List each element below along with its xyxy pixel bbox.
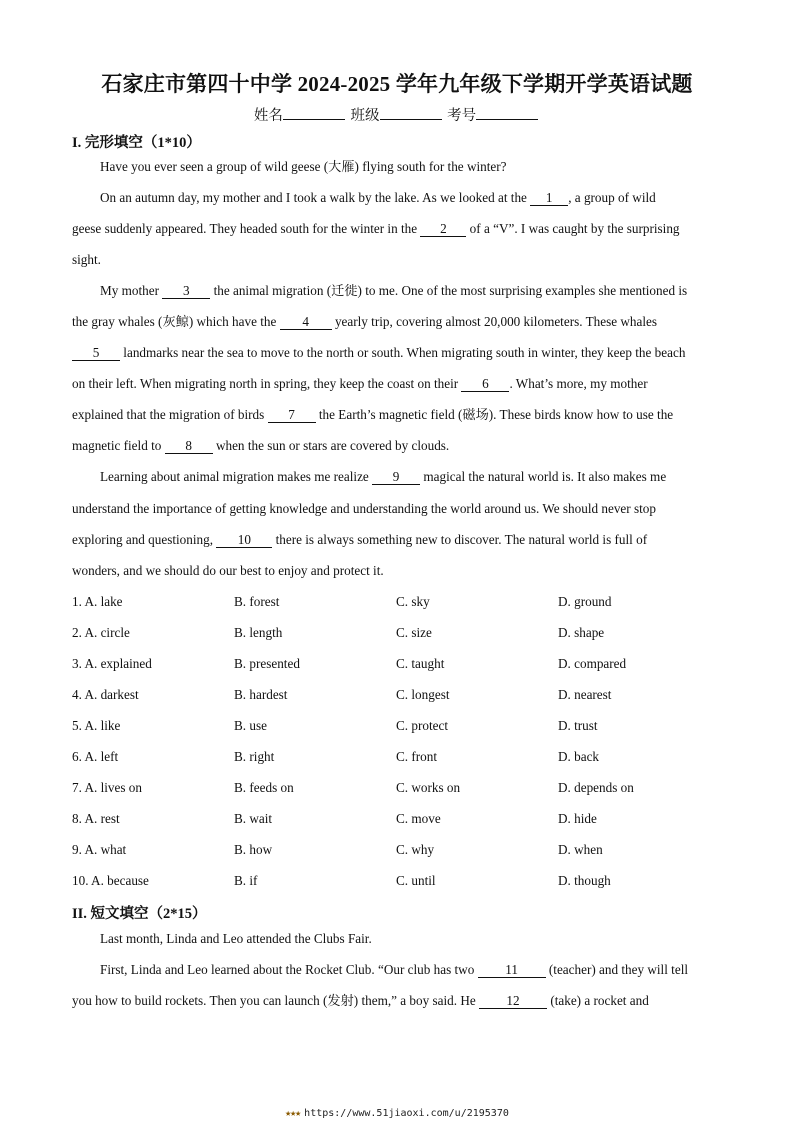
section-1-heading: I. 完形填空（1*10） bbox=[72, 135, 201, 151]
option-b[interactable]: B. feeds on bbox=[234, 780, 294, 795]
blank-2[interactable]: 2 bbox=[420, 222, 466, 237]
text: the Earth’s magnetic field (磁场). These birds know how to use the bbox=[315, 407, 674, 422]
text: understand the importance of getting knowledge and understanding the world around us. We should never stop bbox=[72, 501, 656, 516]
text: (teacher) and they will tell bbox=[545, 962, 689, 977]
option-b[interactable]: B. how bbox=[234, 842, 273, 857]
blank-7[interactable]: 7 bbox=[268, 408, 316, 423]
paragraph-line bbox=[72, 406, 722, 424]
options-row-10 bbox=[72, 873, 732, 891]
name-blank[interactable] bbox=[283, 107, 345, 120]
options-row-1 bbox=[72, 594, 732, 612]
blank-11[interactable]: 11 bbox=[478, 963, 546, 978]
paragraph-line bbox=[100, 282, 750, 300]
blank-5[interactable]: 5 bbox=[72, 346, 120, 361]
text: landmarks near the sea to move to the north or south. When migrating south in winter, they keep the beach bbox=[120, 345, 686, 360]
student-info-line bbox=[0, 104, 794, 125]
option-a[interactable]: 10. A. because bbox=[72, 873, 149, 888]
blank-1[interactable]: 1 bbox=[530, 191, 568, 206]
option-d[interactable]: D. nearest bbox=[558, 687, 612, 702]
class-label: 班级 bbox=[350, 108, 380, 124]
options-row-2 bbox=[72, 625, 732, 643]
text: Learning about animal migration makes me realize bbox=[100, 469, 373, 484]
blank-8[interactable]: 8 bbox=[165, 439, 213, 454]
option-b[interactable]: B. wait bbox=[234, 811, 273, 826]
option-a[interactable]: 9. A. what bbox=[72, 842, 127, 857]
class-blank[interactable] bbox=[380, 107, 442, 120]
option-b[interactable]: B. right bbox=[234, 749, 275, 764]
option-a[interactable]: 2. A. circle bbox=[72, 625, 130, 640]
number-label: 考号 bbox=[447, 108, 477, 124]
option-b[interactable]: B. use bbox=[234, 718, 267, 733]
option-b[interactable]: B. length bbox=[234, 625, 283, 640]
options-row-8 bbox=[72, 811, 732, 829]
text: Have you ever seen a group of wild geese (大雁) flying south for the winter? bbox=[100, 159, 507, 174]
option-b[interactable]: B. forest bbox=[234, 594, 280, 609]
option-c[interactable]: C. protect bbox=[396, 718, 449, 733]
option-c[interactable]: C. why bbox=[396, 842, 435, 857]
option-b[interactable]: B. hardest bbox=[234, 687, 288, 702]
option-c[interactable]: C. longest bbox=[396, 687, 450, 702]
option-d[interactable]: D. depends on bbox=[558, 780, 634, 795]
paragraph-line bbox=[100, 930, 750, 948]
paragraph-line bbox=[72, 220, 722, 238]
text: the gray whales (灰鲸) which have the bbox=[72, 314, 280, 329]
text: you how to build rockets. Then you can launch (发射) them,” a boy said. He bbox=[72, 993, 480, 1008]
footer-url-link[interactable]: https://www.51jiaoxi.com/u/2195370 bbox=[304, 1108, 509, 1119]
option-a[interactable]: 8. A. rest bbox=[72, 811, 120, 826]
option-d[interactable]: D. though bbox=[558, 873, 611, 888]
option-a[interactable]: 4. A. darkest bbox=[72, 687, 139, 702]
option-c[interactable]: C. sky bbox=[396, 594, 430, 609]
option-c[interactable]: C. move bbox=[396, 811, 441, 826]
paragraph-line bbox=[72, 344, 722, 362]
site-logo-icon: ★★★ bbox=[285, 1108, 301, 1119]
paragraph-line bbox=[72, 562, 722, 580]
text: when the sun or stars are covered by clouds. bbox=[212, 438, 450, 453]
paragraph-line bbox=[72, 500, 722, 518]
text: the animal migration (迁徙) to me. One of the most surprising examples she mentioned is bbox=[210, 283, 688, 298]
text: Last month, Linda and Leo attended the Clubs Fair. bbox=[100, 931, 372, 946]
text: exploring and questioning, bbox=[72, 532, 217, 547]
footer-watermark bbox=[0, 1108, 794, 1119]
name-label: 姓名 bbox=[253, 108, 283, 124]
option-d[interactable]: D. ground bbox=[558, 594, 612, 609]
blank-12[interactable]: 12 bbox=[479, 994, 547, 1009]
options-row-3 bbox=[72, 656, 732, 674]
text: , a group of wild bbox=[568, 190, 656, 205]
paragraph-line bbox=[72, 251, 722, 269]
options-row-9 bbox=[72, 842, 732, 860]
option-d[interactable]: D. trust bbox=[558, 718, 598, 733]
blank-4[interactable]: 4 bbox=[280, 315, 332, 330]
blank-9[interactable]: 9 bbox=[372, 470, 420, 485]
paragraph-line bbox=[72, 992, 722, 1010]
text: magical the natural world is. It also makes me bbox=[420, 469, 667, 484]
option-a[interactable]: 1. A. lake bbox=[72, 594, 123, 609]
blank-3[interactable]: 3 bbox=[162, 284, 210, 299]
blank-6[interactable]: 6 bbox=[461, 377, 509, 392]
option-a[interactable]: 3. A. explained bbox=[72, 656, 152, 671]
text: wonders, and we should do our best to enjoy and protect it. bbox=[72, 563, 384, 578]
text: yearly trip, covering almost 20,000 kilometers. These whales bbox=[331, 314, 657, 329]
text: explained that the migration of birds bbox=[72, 407, 268, 422]
option-d[interactable]: D. back bbox=[558, 749, 600, 764]
paragraph-line bbox=[72, 375, 722, 393]
paragraph-line bbox=[100, 961, 750, 979]
number-blank[interactable] bbox=[476, 107, 538, 120]
paragraph-line bbox=[100, 468, 750, 486]
option-c[interactable]: C. until bbox=[396, 873, 436, 888]
options-row-5 bbox=[72, 718, 732, 736]
options-row-6 bbox=[72, 749, 732, 767]
text: First, Linda and Leo learned about the Rocket Club. “Our club has two bbox=[100, 962, 478, 977]
option-c[interactable]: C. size bbox=[396, 625, 432, 640]
text: sight. bbox=[72, 252, 101, 267]
blank-10[interactable]: 10 bbox=[216, 533, 272, 548]
page-title: 石家庄市第四十中学 2024-2025 学年九年级下学期开学英语试题 bbox=[101, 72, 693, 96]
paragraph-line bbox=[100, 189, 750, 207]
option-a[interactable]: 6. A. left bbox=[72, 749, 119, 764]
option-b[interactable]: B. if bbox=[234, 873, 258, 888]
option-c[interactable]: C. works on bbox=[396, 780, 461, 795]
text: (take) a rocket and bbox=[547, 993, 649, 1008]
option-d[interactable]: D. compared bbox=[558, 656, 627, 671]
option-d[interactable]: D. hide bbox=[558, 811, 597, 826]
text: on their left. When migrating north in spring, they keep the coast on their bbox=[72, 376, 462, 391]
option-b[interactable]: B. presented bbox=[234, 656, 300, 671]
option-c[interactable]: C. front bbox=[396, 749, 438, 764]
options-row-4 bbox=[72, 687, 732, 705]
text: . What’s more, my mother bbox=[509, 376, 648, 391]
option-a[interactable]: 7. A. lives on bbox=[72, 780, 142, 795]
paragraph-line bbox=[72, 531, 722, 549]
option-d[interactable]: D. when bbox=[558, 842, 603, 857]
paragraph-line bbox=[72, 437, 722, 455]
text: On an autumn day, my mother and I took a walk by the lake. As we looked at the bbox=[100, 190, 531, 205]
options-row-7 bbox=[72, 780, 732, 798]
text: of a “V”. I was caught by the surprising bbox=[466, 221, 680, 236]
section-2-heading: II. 短文填空（2*15） bbox=[72, 906, 207, 922]
option-c[interactable]: C. taught bbox=[396, 656, 445, 671]
text: My mother bbox=[100, 283, 163, 298]
text: geese suddenly appeared. They headed south for the winter in the bbox=[72, 221, 421, 236]
paragraph-line bbox=[100, 158, 750, 176]
text: magnetic field to bbox=[72, 438, 165, 453]
option-d[interactable]: D. shape bbox=[558, 625, 605, 640]
option-a[interactable]: 5. A. like bbox=[72, 718, 121, 733]
text: there is always something new to discover. The natural world is full of bbox=[272, 532, 648, 547]
paragraph-line bbox=[72, 313, 722, 331]
